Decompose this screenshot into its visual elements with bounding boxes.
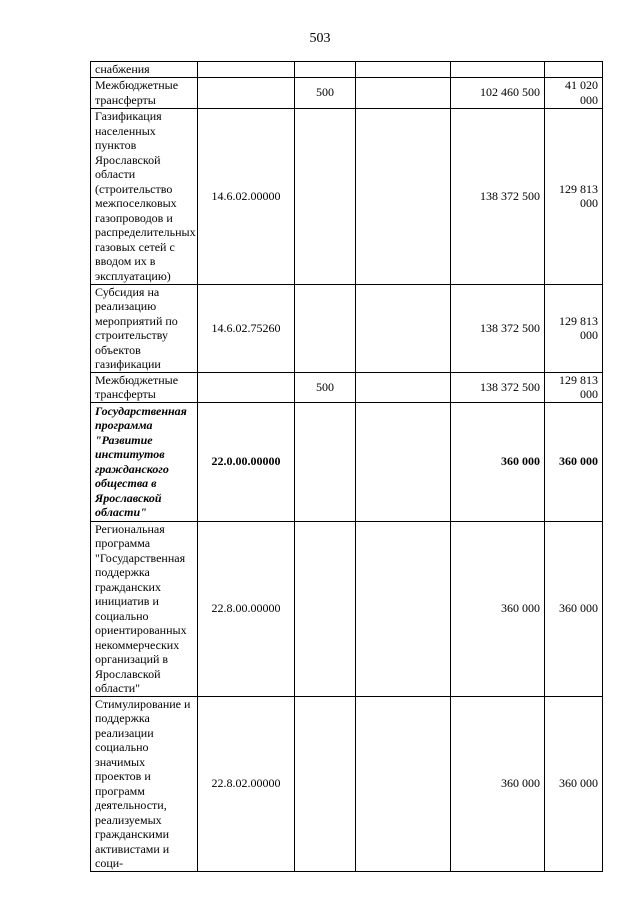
table-row <box>91 372 603 402</box>
row-year1 <box>356 108 451 284</box>
row-name: Государственная программа "Развитие институтов гражданского общества в Ярославской области" <box>91 402 198 521</box>
table-row <box>91 284 603 372</box>
row-year3 <box>545 62 603 78</box>
row-year1 <box>356 62 451 78</box>
table-row <box>91 62 603 78</box>
row-type <box>295 521 356 696</box>
table-row <box>91 696 603 871</box>
row-year2: 138 372 500 <box>451 284 545 372</box>
row-type <box>295 402 356 521</box>
row-year1 <box>356 521 451 696</box>
row-name: Региональная программа "Государственная поддержка гражданских инициатив и социально ориентированных некоммерческих организаций в Ярославской области" <box>91 521 198 696</box>
row-year2 <box>451 62 545 78</box>
row-code: 14.6.02.75260 <box>198 284 295 372</box>
row-year1 <box>356 77 451 108</box>
row-code <box>198 62 295 78</box>
table-row <box>91 77 603 108</box>
row-type <box>295 696 356 871</box>
row-year3: 360 000 <box>545 402 603 521</box>
table-row <box>91 521 603 696</box>
row-name: Межбюджетные трансферты <box>91 77 198 108</box>
row-year3: 41 020 000 <box>545 77 603 108</box>
row-type: 500 <box>295 77 356 108</box>
row-year1 <box>356 696 451 871</box>
row-year1 <box>356 372 451 402</box>
row-name: Субсидия на реализацию мероприятий по строительству объектов газификации <box>91 284 198 372</box>
row-year2: 360 000 <box>451 402 545 521</box>
row-type <box>295 284 356 372</box>
row-year3: 129 813 000 <box>545 284 603 372</box>
row-name: Газификация населенных пунктов Ярославской области (строительство межпоселковых газопроводов и распределительных газовых сетей с вводом их в эксплуатацию) <box>91 108 198 284</box>
row-type: 500 <box>295 372 356 402</box>
budget-table <box>90 61 603 872</box>
row-name: Стимулирование и поддержка реализации социально значимых проектов и программ деятельности, реализуемых гражданскими активистами и соци- <box>91 696 198 871</box>
row-year2: 138 372 500 <box>451 108 545 284</box>
row-year3: 360 000 <box>545 521 603 696</box>
row-year3: 129 813 000 <box>545 108 603 284</box>
row-year2: 360 000 <box>451 521 545 696</box>
row-name: снабжения <box>91 62 198 78</box>
row-code <box>198 77 295 108</box>
row-year2: 102 460 500 <box>451 77 545 108</box>
row-year2: 138 372 500 <box>451 372 545 402</box>
row-type <box>295 62 356 78</box>
row-year1 <box>356 402 451 521</box>
row-code: 14.6.02.00000 <box>198 108 295 284</box>
row-year3: 129 813 000 <box>545 372 603 402</box>
row-year1 <box>356 284 451 372</box>
row-code: 22.0.00.00000 <box>198 402 295 521</box>
row-name: Межбюджетные трансферты <box>91 372 198 402</box>
page-number: 503 <box>309 31 331 46</box>
row-code: 22.8.00.00000 <box>198 521 295 696</box>
table-row <box>91 108 603 284</box>
row-code: 22.8.02.00000 <box>198 696 295 871</box>
row-type <box>295 108 356 284</box>
row-code <box>198 372 295 402</box>
row-year2: 360 000 <box>451 696 545 871</box>
table-row-program <box>91 402 603 521</box>
row-year3: 360 000 <box>545 696 603 871</box>
